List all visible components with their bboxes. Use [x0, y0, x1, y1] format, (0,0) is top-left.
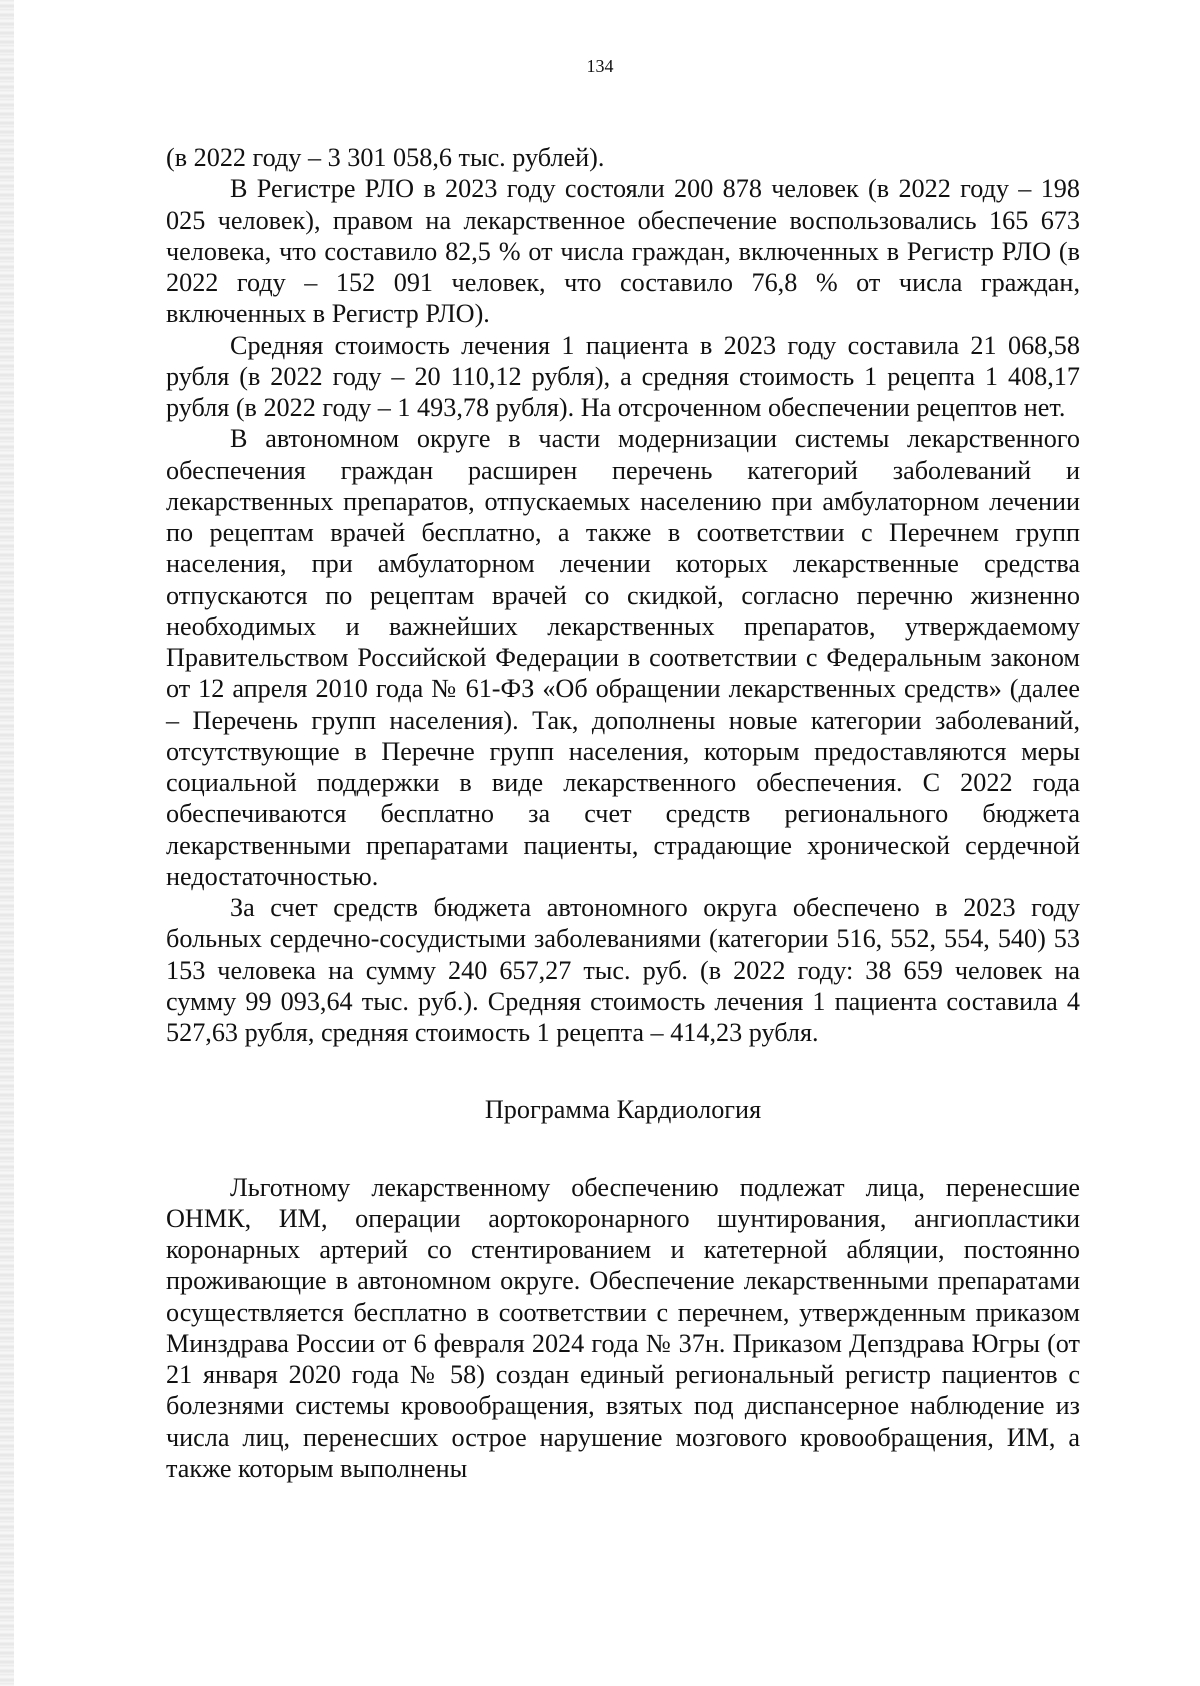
paragraph-modernization: В автономном округе в части модернизации системы лекарственного обеспечения граждан расширен перечень категорий заболеваний и лекарственных препаратов, отпускаемых населению при амбулаторном лечении по рецептам врачей бесплатно, а также в соответствии с Перечнем групп населения, при амбулаторном лечении которых лекарственные средства отпускаются по рецептам врачей со скидкой, согласно перечню жизненно необходимых и важнейших лекарственных препаратов, утверждаемому Правительством Российской Федерации в соответствии с Федеральным законом от 12 апреля 2010 года № 61-ФЗ «Об обращении лекарственных средств» (далее – Перечень групп населения). Так, дополнены новые категории заболеваний, отсутствующие в Перечне групп населения, которым предоставляются меры социальной поддержки в виде лекарственного обеспечения. С 2022 года обеспечиваются бесплатно за счет средств регионального бюджета лекарственными препаратами пациенты, страдающие хронической сердечной недостаточностью.: [166, 424, 1080, 891]
paragraph-registry: В Регистре РЛО в 2023 году состояли 200 878 человек (в 2022 году – 198 025 человек), правом на лекарственное обеспечение воспользовались 165 673 человека, что составило 82,5 % от числа граждан, включенных в Регистр РЛО (в 2022 году – 152 091 человек, что составило 76,8 % от числа граждан, включенных в Регистр РЛО).: [166, 174, 1080, 329]
page-number: 134: [586, 56, 614, 76]
paragraph-budget: За счет средств бюджета автономного округа обеспечено в 2023 году больных сердечно-сосудистыми заболеваниями (категории 516, 552, 554, 540) 53 153 человека на сумму 240 657,27 тыс. руб. (в 2022 году: 38 659 человек на сумму 99 093,64 тыс. руб.). Средняя стоимость лечения 1 пациента составила 4 527,63 рубля, средняя стоимость 1 рецепта – 414,23 рубля.: [166, 893, 1080, 1047]
paragraph-cardiology: Льготному лекарственному обеспечению подлежат лица, перенесшие ОНМК, ИМ, операции аортокоронарного шунтирования, ангиопластики коронарных артерий со стентированием и катетерной абляции, постоянно проживающие в автономном округе. Обеспечение лекарственными препаратами осуществляется бесплатно в соответствии с перечнем, утвержденным приказом Минздрава России от 6 февраля 2024 года № 37н. Приказом Депздрава Югры (от 21 января 2020 года № 58) создан единый региональный регистр пациентов с болезнями системы кровообращения, взятых под диспансерное наблюдение из числа лиц, перенесших острое нарушение мозгового кровообращения, ИМ, а также которым выполнены: [166, 1172, 1080, 1483]
section-heading: Программа Кардиология: [484, 1095, 762, 1125]
document-body: [166, 142, 1080, 1484]
scan-edge: [0, 0, 14, 1686]
paragraph-average-cost: Средняя стоимость лечения 1 пациента в 2023 году составила 21 068,58 рубля (в 2022 году – 20 110,12 рубля), а средняя стоимость 1 рецепта 1 408,17 рубля (в 2022 году – 1 493,78 рубля). На отсроченном обеспечении рецептов нет.: [166, 330, 1080, 422]
paragraph-continuation: (в 2022 году – 3 301 058,6 тыс. рублей).: [166, 143, 605, 172]
